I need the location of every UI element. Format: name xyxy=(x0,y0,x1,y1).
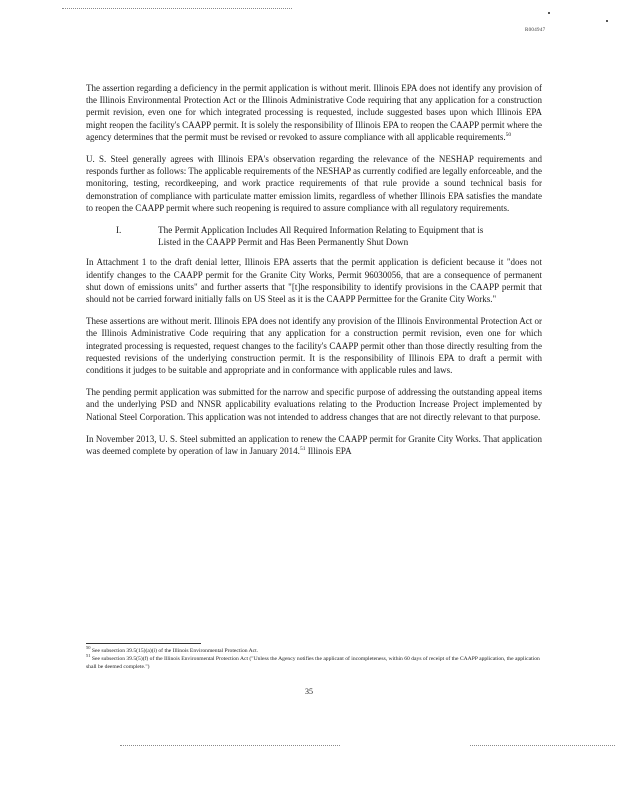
paragraph: The pending permit application was submitted for the narrow and specific purpose of addressing the outstanding appeal items and the underlying PSD and NNSR applicability evaluations relating to the Production Increase Project implemented by National Steel Corporation. This application was not intended to address changes that are not directly relevant to that purpose. xyxy=(86,387,542,422)
section-title: The Permit Application Includes All Required Information Relating to Equipment that is Listed in the CAAPP Permit and Has Been Permanently Shut Down xyxy=(158,225,484,248)
scan-border-bottom xyxy=(470,745,615,746)
section-number: I. xyxy=(116,225,122,236)
body-text xyxy=(86,82,542,467)
footnote-separator xyxy=(86,643,201,644)
bates-number: R004947 xyxy=(525,28,546,33)
paragraph: In November 2013, U. S. Steel submitted an application to renew the CAAPP permit for Granite City Works. That application was deemed complete by operation of law in January 2014.51 Illinois EPA xyxy=(86,433,542,457)
page-number: 35 xyxy=(305,687,313,696)
footnotes xyxy=(86,647,542,672)
scan-speck xyxy=(606,20,608,22)
paragraph: These assertions are without merit. Illinois EPA does not identify any provision of the Illinois Environmental Protection Act or the Illinois Administrative Code requiring that any application for a construction permit revision, even one for which integrated processing is requested, request changes to the facility's CAAPP permit other than those directly resulting from the requested revisions of the underlying construction permit. It is the responsibility of Illinois EPA to draft a permit with conditions it judges to be suitable and appropriate and in conformance with applicable rules and laws. xyxy=(86,316,542,376)
section-heading xyxy=(86,224,542,248)
paragraph: The assertion regarding a deficiency in the permit application is without merit. Illinois EPA does not identify any provision of the Illinois Environmental Protection Act or the Illinois Administrative Code requiring that any application for a construction permit revision, even one for which integrated processing is requested, include suggested bases upon which Illinois EPA might reopen the facility's CAAPP permit. It is solely the responsibility of Illinois EPA to reopen the CAAPP permit where the agency determines that the permit must be revised or revoked to assure compliance with all applicable requirements.$^{50}$ xyxy=(86,83,542,142)
footnote-ref[interactable]: 51 xyxy=(299,446,306,453)
footnote-ref[interactable]: 50 xyxy=(505,131,512,138)
scan-border-bottom xyxy=(120,745,340,746)
paragraph: U. S. Steel generally agrees with Illinois EPA's observation regarding the relevance of the NESHAP requirements and responds further as follows: The applicable requirements of the NESHAP as currently codified are legally enforceable, and the monitoring, testing, recordkeeping, and work practice requirements of that rule provide a sound technical basis for demonstration of compliance with particulate matter emission limits, regardless of whether Illinois EPA satisfies the mandate to reopen the CAAPP permit where such reopening is required to assure compliance with all regulatory requirements. xyxy=(86,154,542,213)
scan-border-top xyxy=(62,8,292,9)
footnote: $^{50}$ See subsection 39.5(15)(a)(i) of the Illinois Environmental Protection Act. xyxy=(86,645,259,654)
footnote: $^{51}$ See subsection 39.5(5)(f) of the Illinois Environmental Protection Act ("Unless the Agency notifies the applicant of incompleteness, within 60 days of receipt of the CAAPP application, the application shall be deemed complete.") xyxy=(86,653,540,671)
paragraph: In Attachment 1 to the draft denial letter, Illinois EPA asserts that the permit application is deficient because it "does not identify changes to the CAAPP permit for the Granite City Works, Permit 96030056, that are a consequence of permanent shut down of emissions units" and further asserts that "[t]he responsibility to identify provisions in the CAAPP permit that should not be carried forward initially falls on US Steel as it is the CAAPP Permittee for the Granite City Works." xyxy=(86,257,542,305)
scan-speck xyxy=(548,12,550,14)
